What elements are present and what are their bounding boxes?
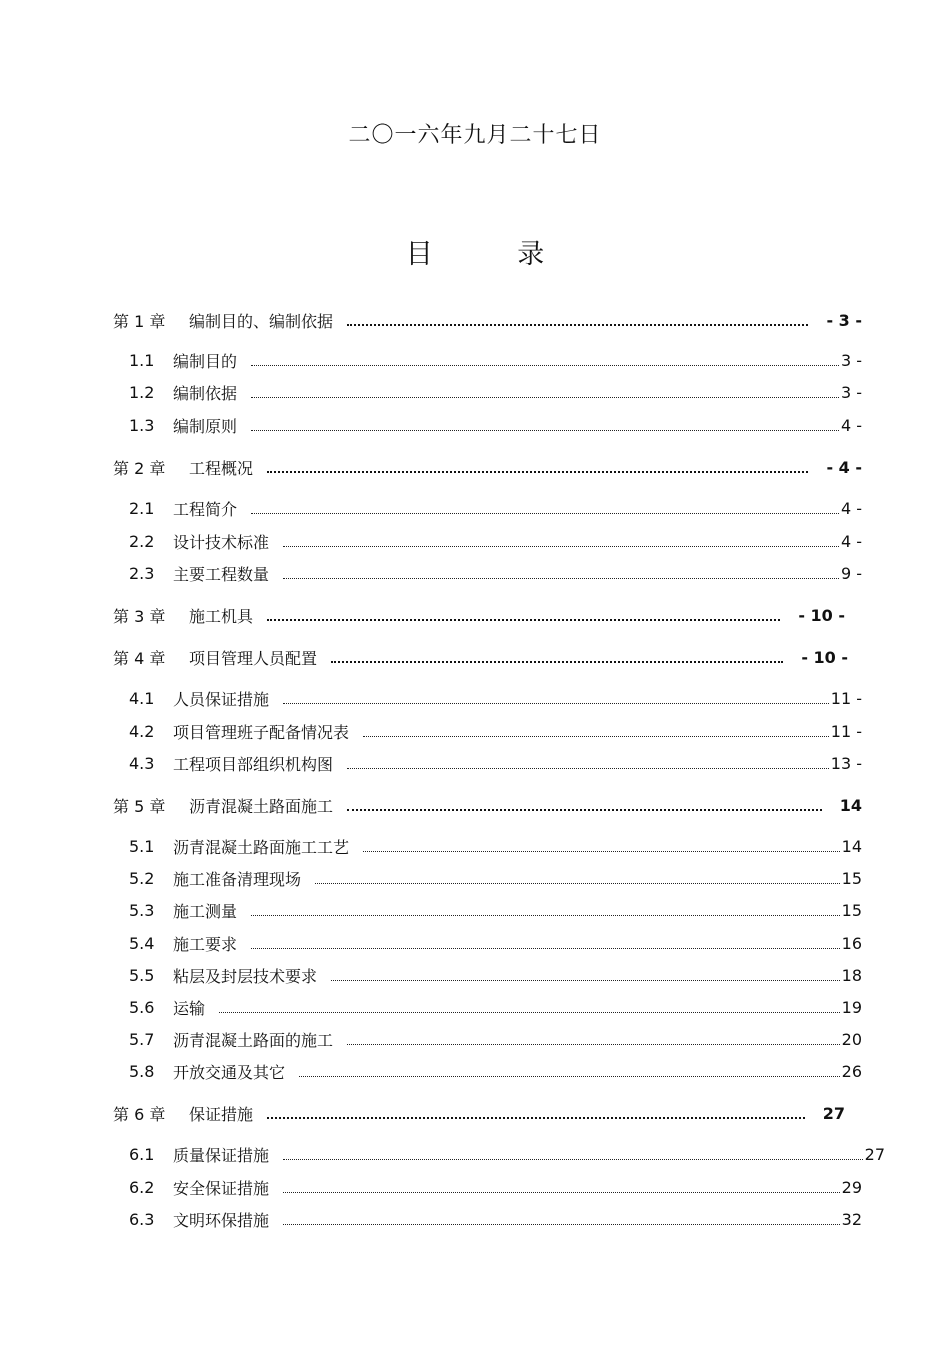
toc-page-number: 20	[841, 1029, 862, 1049]
toc-page-number: 26	[841, 1061, 862, 1081]
toc-section-row[interactable]	[129, 751, 862, 775]
toc-entry-label: 文明环保措施	[173, 1210, 270, 1230]
toc-entry-number: 5.2	[129, 868, 155, 888]
toc-dot-leader	[283, 703, 829, 704]
toc-section-row[interactable]	[129, 1027, 862, 1051]
toc-chapter-row[interactable]	[113, 793, 862, 817]
toc-entry-label: 质量保证措施	[173, 1145, 270, 1165]
toc-dot-leader	[251, 365, 839, 366]
toc-dot-leader	[331, 661, 783, 663]
toc-entry-number: 第 2 章	[113, 458, 166, 478]
toc-dot-leader	[347, 768, 829, 769]
toc-page-number: 9 -	[840, 563, 862, 583]
toc-dot-leader	[299, 1076, 840, 1077]
toc-page-number: 15	[841, 900, 862, 920]
toc-entry-number: 5.7	[129, 1029, 155, 1049]
toc-section-row[interactable]	[129, 1175, 862, 1199]
toc-section-row[interactable]	[129, 413, 862, 437]
toc-entry-label: 主要工程数量	[173, 564, 270, 584]
toc-title: 目 录	[405, 239, 583, 270]
toc-section-row[interactable]	[129, 1142, 885, 1166]
toc-entry-number: 1.3	[129, 415, 155, 435]
toc-dot-leader	[251, 397, 839, 398]
toc-dot-leader	[251, 915, 840, 916]
toc-entry-number: 第 1 章	[113, 311, 166, 331]
toc-page-number: - 10 -	[798, 605, 845, 625]
toc-dot-leader	[347, 324, 808, 326]
toc-page-number: 27	[822, 1103, 845, 1123]
toc-dot-leader	[219, 1012, 840, 1013]
toc-entry-label: 施工机具	[189, 606, 254, 626]
toc-page-number: 16	[841, 933, 862, 953]
toc-dot-leader	[363, 736, 829, 737]
toc-section-row[interactable]	[129, 561, 862, 585]
toc-dot-leader	[267, 619, 780, 621]
toc-entry-number: 1.2	[129, 382, 155, 402]
toc-dot-leader	[283, 1159, 863, 1160]
toc-page-number: 32	[841, 1209, 862, 1229]
toc-page-number: 14	[841, 836, 862, 856]
toc-dot-leader	[251, 430, 839, 431]
toc-page-number: 15	[841, 868, 862, 888]
toc-entry-number: 5.3	[129, 900, 155, 920]
toc-page-number: 27	[864, 1144, 885, 1164]
toc-dot-leader	[251, 513, 839, 514]
toc-entry-number: 2.2	[129, 531, 155, 551]
toc-entry-number: 5.6	[129, 997, 155, 1017]
toc-page-number: 18	[841, 965, 862, 985]
toc-page-number: 3 -	[840, 350, 862, 370]
toc-entry-number: 4.2	[129, 721, 155, 741]
toc-page-number: 13 -	[830, 753, 862, 773]
toc-entry-label: 编制目的	[173, 351, 238, 371]
toc-section-row[interactable]	[129, 380, 862, 404]
toc-entry-label: 施工测量	[173, 901, 238, 921]
toc-section-row[interactable]	[129, 931, 862, 955]
toc-page-number: 19	[841, 997, 862, 1017]
toc-entry-label: 施工要求	[173, 934, 238, 954]
toc-section-row[interactable]	[129, 898, 862, 922]
toc-entry-label: 开放交通及其它	[173, 1062, 286, 1082]
toc-page-number: 3 -	[840, 382, 862, 402]
toc-page-number: - 4 -	[826, 457, 862, 477]
toc-entry-label: 粘层及封层技术要求	[173, 966, 318, 986]
toc-page-number: - 10 -	[801, 647, 848, 667]
toc-entry-number: 1.1	[129, 350, 155, 370]
toc-entry-number: 第 6 章	[113, 1104, 166, 1124]
toc-chapter-row[interactable]	[113, 645, 848, 669]
toc-chapter-row[interactable]	[113, 455, 862, 479]
toc-page-number: 4 -	[840, 498, 862, 518]
toc-page-number: 4 -	[840, 415, 862, 435]
toc-section-row[interactable]	[129, 866, 862, 890]
toc-dot-leader	[331, 980, 840, 981]
toc-section-row[interactable]	[129, 686, 862, 710]
toc-entry-number: 6.3	[129, 1209, 155, 1229]
toc-entry-number: 6.1	[129, 1144, 155, 1164]
toc-entry-number: 5.8	[129, 1061, 155, 1081]
toc-section-row[interactable]	[129, 529, 862, 553]
toc-entry-label: 工程简介	[173, 499, 238, 519]
toc-entry-label: 编制原则	[173, 416, 238, 436]
toc-section-row[interactable]	[129, 963, 862, 987]
toc-dot-leader	[315, 883, 840, 884]
toc-entry-number: 6.2	[129, 1177, 155, 1197]
toc-chapter-row[interactable]	[113, 603, 845, 627]
toc-dot-leader	[283, 546, 839, 547]
toc-section-row[interactable]	[129, 496, 862, 520]
toc-dot-leader	[363, 851, 840, 852]
toc-entry-label: 编制目的、编制依据	[189, 311, 334, 331]
toc-section-row[interactable]	[129, 834, 862, 858]
toc-dot-leader	[347, 1044, 840, 1045]
toc-page-number: 4 -	[840, 531, 862, 551]
toc-page-number: 29	[841, 1177, 862, 1197]
toc-entry-label: 项目管理人员配置	[189, 648, 318, 668]
toc-chapter-row[interactable]	[113, 308, 862, 332]
toc-section-row[interactable]	[129, 348, 862, 372]
toc-entry-number: 第 3 章	[113, 606, 166, 626]
toc-section-row[interactable]	[129, 1207, 862, 1231]
toc-dot-leader	[347, 809, 822, 811]
toc-entry-label: 编制依据	[173, 383, 238, 403]
toc-section-row[interactable]	[129, 719, 862, 743]
toc-entry-label: 施工准备清理现场	[173, 869, 302, 889]
toc-entry-label: 沥青混凝土路面施工工艺	[173, 837, 350, 857]
toc-entry-label: 安全保证措施	[173, 1178, 270, 1198]
toc-page-number: 11 -	[830, 721, 862, 741]
toc-section-row[interactable]	[129, 995, 862, 1019]
toc-entry-number: 2.3	[129, 563, 155, 583]
toc-entry-number: 5.1	[129, 836, 155, 856]
toc-entry-number: 5.4	[129, 933, 155, 953]
toc-entry-label: 项目管理班子配备情况表	[173, 722, 350, 742]
toc-dot-leader	[283, 578, 839, 579]
toc-entry-label: 设计技术标准	[173, 532, 270, 552]
toc-chapter-row[interactable]	[113, 1101, 845, 1125]
toc-entry-label: 保证措施	[189, 1104, 254, 1124]
toc-dot-leader	[283, 1224, 840, 1225]
toc-page-number: 11 -	[830, 688, 862, 708]
toc-entry-number: 4.3	[129, 753, 155, 773]
toc-entry-label: 人员保证措施	[173, 689, 270, 709]
toc-entry-label: 工程项目部组织机构图	[173, 754, 334, 774]
toc-entry-number: 4.1	[129, 688, 155, 708]
toc-page-number: - 3 -	[826, 310, 862, 330]
document-date: 二〇一六年九月二十七日	[348, 123, 602, 148]
toc-dot-leader	[251, 948, 840, 949]
toc-entry-label: 运输	[173, 998, 206, 1018]
toc-dot-leader	[283, 1192, 840, 1193]
toc-entry-number: 2.1	[129, 498, 155, 518]
toc-dot-leader	[267, 1117, 805, 1119]
toc-section-row[interactable]	[129, 1059, 862, 1083]
toc-page-number: 14	[839, 795, 862, 815]
toc-entry-label: 沥青混凝土路面施工	[189, 796, 334, 816]
toc-entry-label: 工程概况	[189, 458, 254, 478]
toc-dot-leader	[267, 471, 808, 473]
toc-entry-number: 第 4 章	[113, 648, 166, 668]
toc-entry-number: 5.5	[129, 965, 155, 985]
toc-entry-number: 第 5 章	[113, 796, 166, 816]
toc-entry-label: 沥青混凝土路面的施工	[173, 1030, 334, 1050]
